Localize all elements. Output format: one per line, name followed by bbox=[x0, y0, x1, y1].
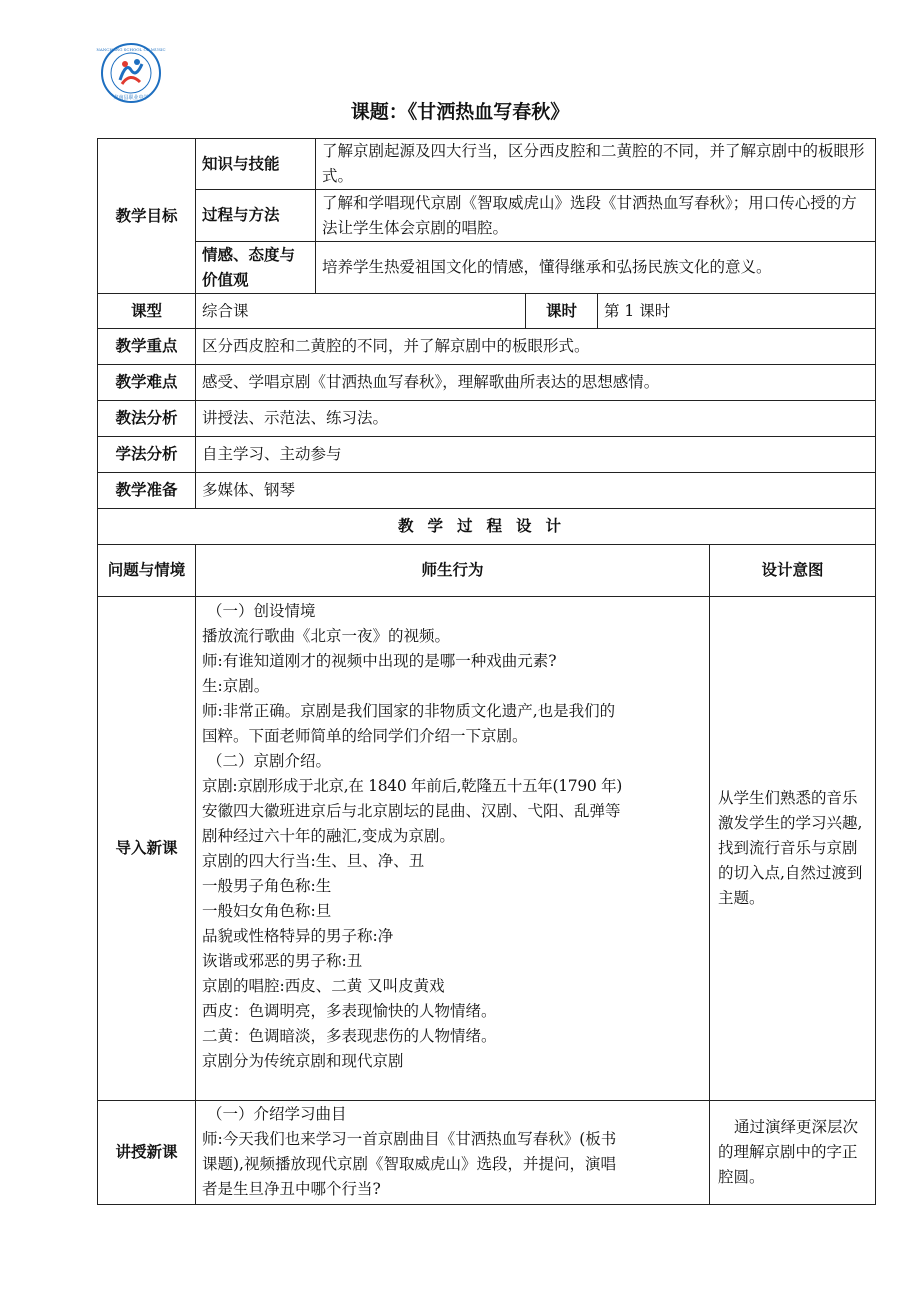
col-activity-header: 师生行为 bbox=[196, 545, 710, 597]
school-logo-icon bbox=[96, 42, 166, 104]
activity-line: 生:京剧。 bbox=[202, 677, 270, 695]
activity-line: （一）介绍学习曲目 bbox=[207, 1105, 347, 1123]
activity-line: 播放流行歌曲《北京一夜》的视频。 bbox=[202, 627, 451, 645]
period-value: 第 1 课时 bbox=[598, 294, 876, 329]
preparation-label: 教学准备 bbox=[98, 473, 196, 509]
activity-line: （一）创设情境 bbox=[207, 602, 316, 620]
objective-label-attitude: 情感、态度与价值观 bbox=[196, 242, 316, 294]
intent-text: 通过演绎更深层次的理解京剧中的字正腔圆。 bbox=[718, 1118, 859, 1186]
section-activity-intro bbox=[196, 597, 710, 1101]
activity-line: 师:非常正确。京剧是我们国家的非物质文化遗产,也是我们的 bbox=[202, 702, 616, 720]
objective-label-knowledge: 知识与技能 bbox=[196, 139, 316, 190]
course-type-label: 课型 bbox=[98, 294, 196, 329]
activity-line: 京剧的唱腔:西皮、二黄 又叫皮黄戏 bbox=[202, 977, 445, 995]
activity-line: 诙谐或邪恶的男子称:丑 bbox=[202, 952, 363, 970]
key-points-value: 区分西皮腔和二黄腔的不同，并了解京剧中的板眼形式。 bbox=[196, 329, 876, 365]
activity-line: 京剧的四大行当:生、旦、净、丑 bbox=[202, 852, 425, 870]
activity-line: 京剧分为传统京剧和现代京剧 bbox=[202, 1052, 404, 1070]
activity-line: 品貌或性格特异的男子称:净 bbox=[202, 927, 394, 945]
objective-text-attitude: 培养学生热爱祖国文化的情感，懂得继承和弘扬民族文化的意义。 bbox=[316, 242, 876, 294]
process-heading: 教学过程设计 bbox=[98, 509, 876, 545]
section-activity-new-lesson bbox=[196, 1101, 710, 1205]
col-scene-header: 问题与情境 bbox=[98, 545, 196, 597]
col-intent-header: 设计意图 bbox=[710, 545, 876, 597]
objective-text-knowledge: 了解京剧起源及四大行当，区分西皮腔和二黄腔的不同，并了解京剧中的板眼形式。 bbox=[316, 139, 876, 190]
teaching-method-label: 教法分析 bbox=[98, 401, 196, 437]
logo-ring-text: NANCHANG SCHOOL OF MUSIC bbox=[96, 47, 166, 52]
course-type-value: 综合课 bbox=[196, 294, 526, 329]
page-title: 课题：《甘洒热血写春秋》 bbox=[350, 101, 570, 123]
lesson-plan-table bbox=[97, 138, 876, 1205]
activity-line: （二）京剧介绍。 bbox=[207, 752, 332, 770]
activity-line: 国粹。下面老师简单的给同学们介绍一下京剧。 bbox=[202, 727, 528, 745]
objective-text-process: 了解和学唱现代京剧《智取威虎山》选段《甘洒热血写春秋》；用口传心授的方法让学生体会京剧的唱腔。 bbox=[316, 190, 876, 242]
activity-line: 安徽四大徽班进京后与北京剧坛的昆曲、汉剧、弋阳、乱弹等 bbox=[202, 802, 621, 820]
activity-line: 一般男子角色称:生 bbox=[202, 877, 332, 895]
learning-method-value: 自主学习、主动参与 bbox=[196, 437, 876, 473]
activity-line: 西皮：色调明亮，多表现愉快的人物情绪。 bbox=[202, 1002, 497, 1020]
logo-bottom-text: 龙南县职业中学 bbox=[113, 95, 149, 101]
activity-line: 师:今天我们也来学习一首京剧曲目《甘洒热血写春秋》(板书 bbox=[202, 1130, 617, 1148]
section-intent-intro: 从学生们熟悉的音乐激发学生的学习兴趣,找到流行音乐与京剧的切入点,自然过渡到主题。 bbox=[710, 597, 876, 1101]
key-points-label: 教学重点 bbox=[98, 329, 196, 365]
section-label-intro: 导入新课 bbox=[98, 597, 196, 1101]
learning-method-label: 学法分析 bbox=[98, 437, 196, 473]
preparation-value: 多媒体、钢琴 bbox=[196, 473, 876, 509]
objectives-label: 教学目标 bbox=[98, 139, 196, 294]
difficulties-value: 感受、学唱京剧《甘洒热血写春秋》，理解歌曲所表达的思想感情。 bbox=[196, 365, 876, 401]
objective-label-process: 过程与方法 bbox=[196, 190, 316, 242]
activity-line: 课题),视频播放现代京剧《智取威虎山》选段，并提问，演唱 bbox=[202, 1155, 616, 1173]
activity-line: 剧种经过六十年的融汇,变成为京剧。 bbox=[202, 827, 455, 845]
teaching-method-value: 讲授法、示范法、练习法。 bbox=[196, 401, 876, 437]
section-intent-new-lesson bbox=[710, 1101, 876, 1205]
difficulties-label: 教学难点 bbox=[98, 365, 196, 401]
activity-line: 师:有谁知道刚才的视频中出现的是哪一种戏曲元素? bbox=[202, 652, 557, 670]
section-label-new-lesson: 讲授新课 bbox=[98, 1101, 196, 1205]
activity-line: 者是生旦净丑中哪个行当? bbox=[202, 1180, 381, 1198]
activity-line: 京剧:京剧形成于北京,在 1840 年前后,乾隆五十五年(1790 年) bbox=[202, 777, 623, 795]
activity-line: 二黄：色调暗淡，多表现悲伤的人物情绪。 bbox=[202, 1027, 497, 1045]
activity-line: 一般妇女角色称:旦 bbox=[202, 902, 332, 920]
period-label: 课时 bbox=[526, 294, 598, 329]
